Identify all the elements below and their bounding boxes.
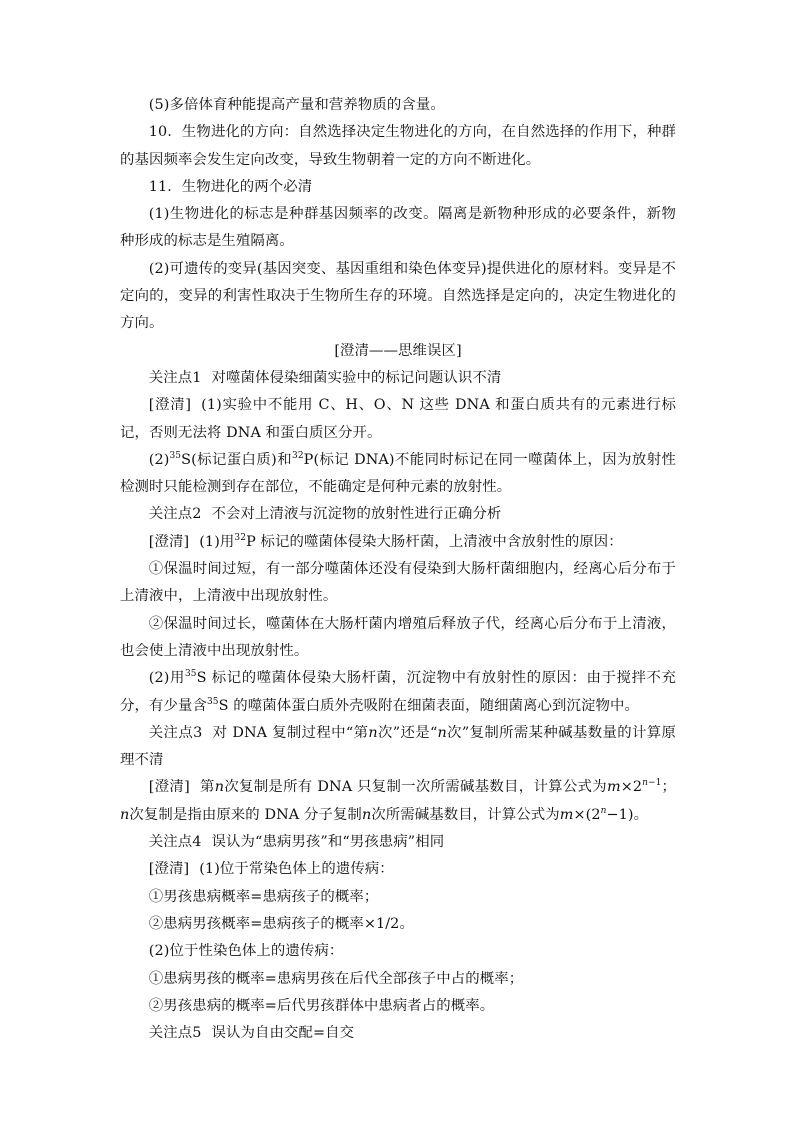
exponent-n: n xyxy=(642,778,649,789)
fp1-c2-rest: P(标记 DNA)不能同时标记在同一噬菌体上，因为放射性检测时只能检测到存在部位，不能确定是何种元素的放射性。 xyxy=(120,451,676,496)
isotope-mass-35: 35 xyxy=(206,696,219,707)
document-body xyxy=(120,92,676,1047)
fp3-title-a: 对 DNA 复制过程中“第 xyxy=(212,724,369,741)
focus-point-1 xyxy=(120,365,676,392)
focus-point-label: 关注点1 xyxy=(148,369,202,386)
fp3-c: ； xyxy=(661,779,676,796)
focus-point-4 xyxy=(120,829,676,856)
fp1-c2-mid: S(标记蛋白质)和 xyxy=(181,451,293,468)
fp2-reason-b: ②保温时间过长，噬菌体在大肠杆菌内增殖后释放子代，经离心后分布于上清液，也会使上清液中出现放射性。 xyxy=(120,615,676,659)
variable-m: m xyxy=(559,806,574,823)
clarify-label: [澄清] xyxy=(148,861,190,878)
focus-point-title: 不会对上清液与沉淀物的放射性进行正确分析 xyxy=(211,506,502,523)
exponent-n: n xyxy=(600,805,607,816)
fp2-c1-rest: P 标记的噬菌体侵染大肠杆菌，上清液中含放射性的原因： xyxy=(246,533,623,550)
fp4-c1-a: ①男孩患病概率=患病孩子的概率； xyxy=(148,888,379,905)
formula-part: ×2 xyxy=(620,779,643,796)
focus-point-title: 误认为自由交配=自交 xyxy=(211,1025,355,1042)
fp2-clarify-2 xyxy=(120,665,676,720)
variable-n: n xyxy=(368,724,378,741)
exponent-minus-one: −1 xyxy=(648,778,662,789)
fp2-c1-pre: (1)用 xyxy=(199,533,235,550)
paragraph-two-musts-heading: 11．生物进化的两个必清 xyxy=(148,178,313,195)
variable-n: n xyxy=(361,806,372,823)
paragraph-polyploid: (5)多倍体育种能提高产量和营养物质的含量。 xyxy=(148,97,445,113)
fp4-c1-b: ②患病男孩概率=患病孩子的概率×1/2。 xyxy=(148,915,414,932)
fp1-text-1: (1)实验中不能用 C、H、O、N 这些 DNA 和蛋白质共有的元素进行标记，否则无法将 DNA 和蛋白质区分开。 xyxy=(120,397,676,441)
fp4-clarify-1 xyxy=(120,856,676,883)
focus-point-label: 关注点4 xyxy=(148,834,202,851)
fp1-c2-pre: (2) xyxy=(148,451,170,468)
focus-point-title: 误认为“患病男孩”和“男孩患病”相同 xyxy=(211,834,445,851)
fp4-c2-b: ②男孩患病的概率=后代男孩群体中患病者占的概率。 xyxy=(148,997,495,1014)
fp4-c1: (1)位于常染色体上的遗传病： xyxy=(199,861,394,878)
fp3-e: 次所需碱基数目，计算公式为 xyxy=(371,806,560,823)
fp3-title-b: 次”还是“ xyxy=(377,724,438,741)
isotope-mass-35: 35 xyxy=(184,669,197,680)
focus-point-label: 关注点3 xyxy=(148,724,203,741)
fp2-c2-mid: S 标记的噬菌体侵染大肠杆菌，沉淀物中有放射性的原因：由于搅拌不充分，有少量含 xyxy=(120,670,676,714)
section-title: [澄清——思维误区] xyxy=(334,342,462,359)
isotope-mass-32: 32 xyxy=(292,450,304,461)
fp3-title-c: 次”复制所需某种碱基数量的计算原理不清 xyxy=(120,724,676,769)
clarify-label: [澄清] xyxy=(148,779,190,796)
fp3-f: −1)。 xyxy=(606,806,649,823)
variable-m: m xyxy=(606,779,621,796)
fp2-c2-pre: (2)用 xyxy=(148,670,185,687)
fp4-c2-a: ①患病男孩的概率=患病男孩在后代全部孩子中占的概率； xyxy=(148,970,524,987)
isotope-mass-32: 32 xyxy=(234,532,247,543)
fp1-clarify-1 xyxy=(120,392,676,447)
fp3-b: 次复制是所有 DNA 只复制一次所需碱基数目，计算公式为 xyxy=(224,779,607,796)
focus-point-5 xyxy=(120,1020,676,1047)
focus-point-title: 对噬菌体侵染细菌实验中的标记问题认识不清 xyxy=(211,369,502,386)
clarify-label: [澄清] xyxy=(148,397,192,414)
fp2-clarify-1 xyxy=(120,529,676,556)
variable-n: n xyxy=(120,806,130,823)
isotope-mass-35: 35 xyxy=(169,450,182,461)
fp4-c2: (2)位于性染色体上的遗传病： xyxy=(148,943,344,960)
paragraph-heritable-variation: (2)可遗传的变异(基因突变、基因重组和染色体变异)提供进化的原材料。变异是不定向的，变异的利害性取决于生物所生存的环境。自然选择是定向的，决定生物进化的方向。 xyxy=(120,260,676,332)
focus-point-3 xyxy=(120,720,676,775)
fp3-clarify xyxy=(120,774,676,829)
focus-point-label: 关注点5 xyxy=(148,1025,202,1042)
focus-point-2 xyxy=(120,501,676,528)
paragraph-evolution-direction: 10．生物进化的方向：自然选择决定生物进化的方向，在自然选择的作用下，种群的基因频率会发生定向改变，导致生物朝着一定的方向不断进化。 xyxy=(120,124,676,168)
fp3-d: 次复制是指由原来的 DNA 分子复制 xyxy=(129,806,362,823)
fp1-clarify-2 xyxy=(120,447,676,502)
clarify-label: [澄清] xyxy=(148,533,190,550)
fp2-c2-rest: S 的噬菌体蛋白质外壳吸附在细菌表面，随细菌离心到沉淀物中。 xyxy=(218,697,639,714)
paragraph-evolution-mark: (1)生物进化的标志是种群基因频率的改变。隔离是新物种形成的必要条件，新物种形成的标志是生殖隔离。 xyxy=(120,206,676,250)
formula-part: ×(2 xyxy=(573,806,601,823)
variable-n: n xyxy=(214,779,225,796)
focus-point-label: 关注点2 xyxy=(148,506,202,523)
fp3-a: 第 xyxy=(199,779,215,796)
fp2-reason-a: ①保温时间过短，有一部分噬菌体还没有侵染到大肠杆菌细胞内，经离心后分布于上清液中，上清液中出现放射性。 xyxy=(120,561,676,605)
variable-n: n xyxy=(437,724,447,741)
